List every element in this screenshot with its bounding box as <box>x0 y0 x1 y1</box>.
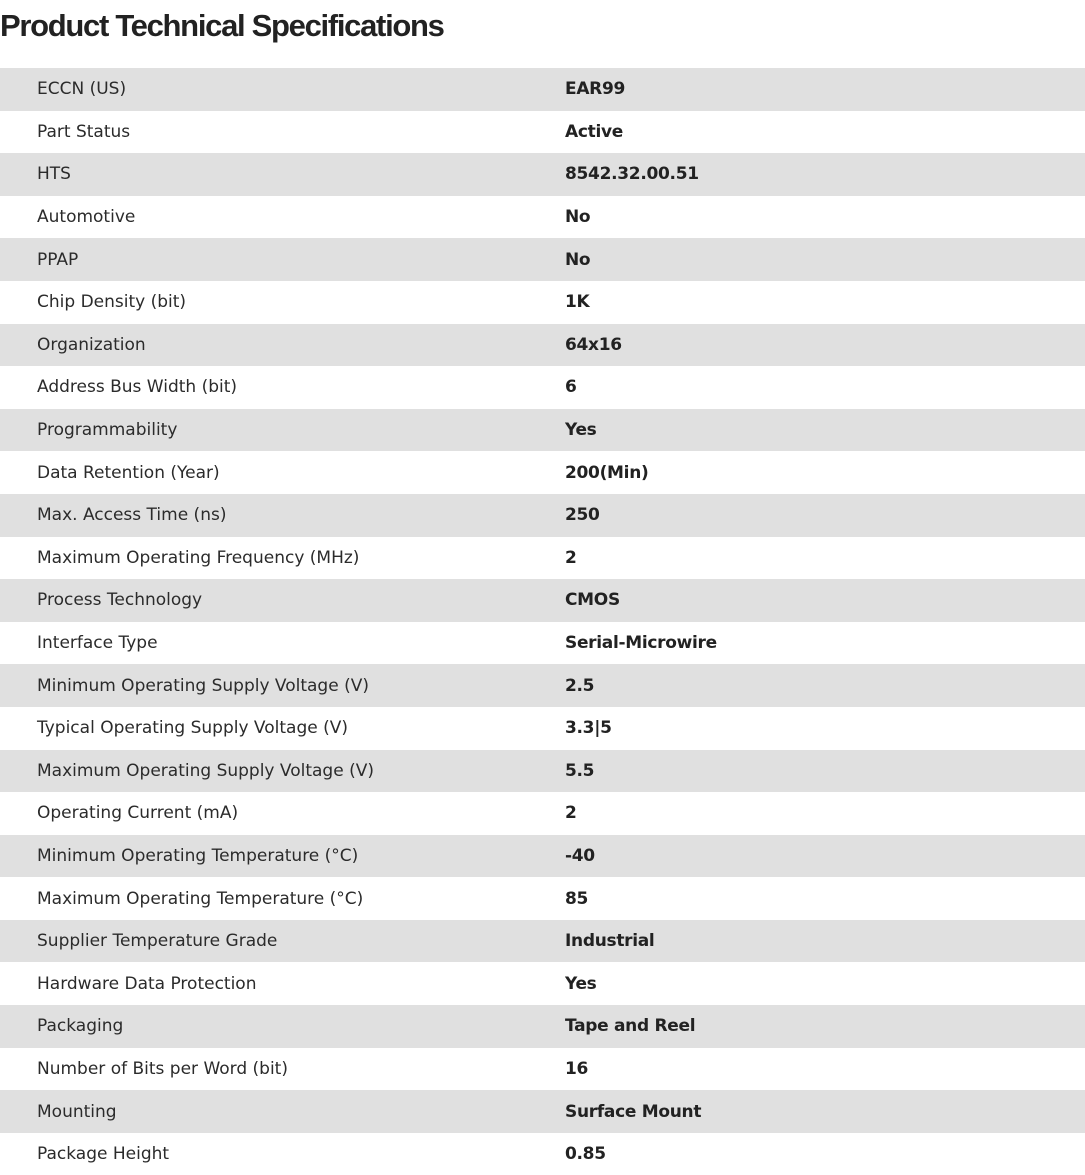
spec-value: No <box>565 207 591 228</box>
spec-row <box>0 366 1085 409</box>
spec-row <box>0 664 1085 707</box>
spec-row <box>0 750 1085 793</box>
spec-label: Max. Access Time (ns) <box>37 505 227 526</box>
spec-label: Data Retention (Year) <box>37 462 220 483</box>
spec-row <box>0 68 1085 111</box>
spec-value: Surface Mount <box>565 1101 702 1122</box>
spec-row <box>0 281 1085 324</box>
spec-row <box>0 494 1085 537</box>
spec-value: Yes <box>565 973 597 994</box>
spec-value: EAR99 <box>565 79 626 100</box>
spec-label: Automotive <box>37 207 136 228</box>
spec-value: 200(Min) <box>565 462 649 483</box>
spec-label: Packaging <box>37 1016 124 1037</box>
spec-row <box>0 579 1085 622</box>
spec-row <box>0 622 1085 665</box>
spec-row <box>0 835 1085 878</box>
spec-value: No <box>565 249 591 270</box>
page-title: Product Technical Specifications <box>0 8 444 43</box>
spec-label: Minimum Operating Supply Voltage (V) <box>37 675 369 696</box>
spec-label: Organization <box>37 334 146 355</box>
spec-row <box>0 1133 1085 1175</box>
spec-label: Package Height <box>37 1144 170 1165</box>
spec-row <box>0 324 1085 367</box>
spec-label: Address Bus Width (bit) <box>37 377 238 398</box>
spec-label: Maximum Operating Temperature (°C) <box>37 888 364 909</box>
spec-row <box>0 451 1085 494</box>
spec-value: 2 <box>565 803 577 824</box>
spec-label: Programmability <box>37 420 178 441</box>
spec-value: 3.3|5 <box>565 718 612 739</box>
spec-label: Process Technology <box>37 590 203 611</box>
spec-label: Chip Density (bit) <box>37 292 187 313</box>
spec-label: Part Status <box>37 121 131 142</box>
spec-value: 5.5 <box>565 760 595 781</box>
spec-row <box>0 877 1085 920</box>
spec-value: 2.5 <box>565 675 595 696</box>
spec-label: Maximum Operating Frequency (MHz) <box>37 547 360 568</box>
spec-value: 1K <box>565 292 590 313</box>
spec-value: CMOS <box>565 590 620 611</box>
spec-value: 16 <box>565 1058 589 1079</box>
spec-label: Interface Type <box>37 633 158 654</box>
spec-label: ECCN (US) <box>37 79 127 100</box>
spec-value: Industrial <box>565 931 655 952</box>
spec-label: Maximum Operating Supply Voltage (V) <box>37 760 374 781</box>
spec-label: PPAP <box>37 249 79 270</box>
spec-row <box>0 1090 1085 1133</box>
spec-row <box>0 707 1085 750</box>
spec-value: Yes <box>565 420 597 441</box>
specifications-table-body <box>0 68 1085 1175</box>
spec-label: Number of Bits per Word (bit) <box>37 1058 288 1079</box>
spec-value: Tape and Reel <box>565 1016 696 1037</box>
spec-label: Hardware Data Protection <box>37 973 257 994</box>
spec-value: 250 <box>565 505 600 526</box>
spec-label: Typical Operating Supply Voltage (V) <box>37 718 348 739</box>
spec-row <box>0 1048 1085 1091</box>
spec-label: Mounting <box>37 1101 117 1122</box>
spec-value: 2 <box>565 547 577 568</box>
spec-row <box>0 196 1085 239</box>
spec-row <box>0 962 1085 1005</box>
spec-value: 6 <box>565 377 577 398</box>
spec-row <box>0 111 1085 154</box>
spec-label: Operating Current (mA) <box>37 803 239 824</box>
spec-row <box>0 238 1085 281</box>
spec-row <box>0 792 1085 835</box>
spec-row <box>0 409 1085 452</box>
spec-label: Minimum Operating Temperature (°C) <box>37 845 359 866</box>
spec-value: Active <box>565 121 623 142</box>
spec-row <box>0 920 1085 963</box>
spec-value: 8542.32.00.51 <box>565 164 699 185</box>
spec-label: HTS <box>37 164 71 185</box>
spec-label: Supplier Temperature Grade <box>37 931 278 952</box>
spec-value: 85 <box>565 888 589 909</box>
spec-value: 64x16 <box>565 334 622 355</box>
spec-row <box>0 1005 1085 1048</box>
spec-row <box>0 537 1085 580</box>
specifications-table <box>0 68 1085 1175</box>
spec-value: Serial-Microwire <box>565 633 717 654</box>
spec-row <box>0 153 1085 196</box>
spec-value: 0.85 <box>565 1144 606 1165</box>
spec-value: -40 <box>565 845 595 866</box>
